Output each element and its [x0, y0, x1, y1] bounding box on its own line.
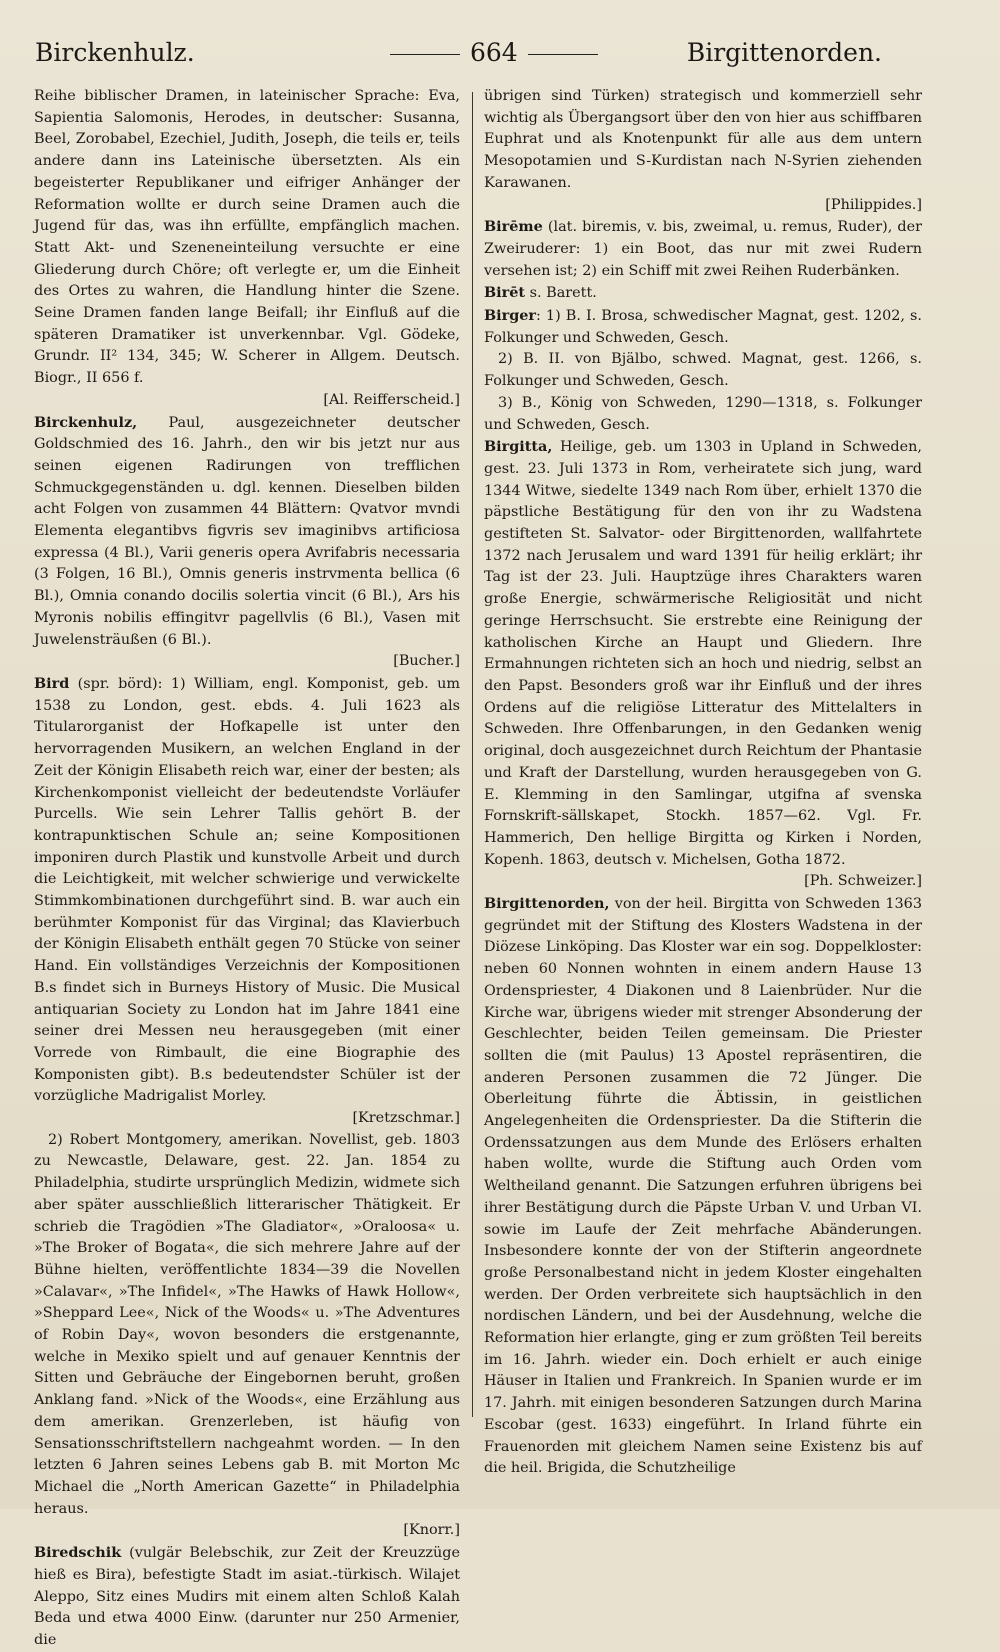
header-left-keyword: Birckenhulz.: [35, 38, 195, 67]
entry-headword: Birgittenorden,: [484, 895, 610, 913]
entry-bird: [34, 673, 460, 1130]
entry-text: s. Barett.: [525, 285, 597, 302]
entry-biredschik: [34, 1542, 460, 1652]
author-signature: [Knorr.]: [403, 1522, 460, 1539]
entry-text: 3) B., König von Schweden, 1290—1318, s. Folkunger und Schweden, Gesch.: [484, 394, 922, 433]
entry-text: Reihe biblischer Dramen, in lateinischer Sprache: Eva, Sapientia Salomonis, Herodes, in deutscher: Susanna, Beel, Zorobabel, Ezechiel, Judith, Joseph, die teils er, teils andere dann ins Lateinische übersetzten. Als ein begeisterter Republikaner und eifriger Anhänger der Reformation wollte er durch seine Dramen auch die Jugend für das, was ihn erfüllte, empfänglich machen. Statt Akt- und Szeneneinteilung versuchte er eine Gliederung durch Chöre; oft verlegte er, um die Einheit des Ortes zu wahren, die Handlung hinter die Szene. Seine Dramen fanden lange Beifall; ihr Einfluß auf die späteren Dramatiker ist unverkennbar. Vgl. Gödeke, Grundr. II² 134, 345; W. Scherer in Allgem. Deutsch. Biogr., II 656 f.: [34, 88, 460, 387]
entry-headword: Birēme: [484, 218, 543, 236]
entry-text: Heilige, geb. um 1303 in Upland in Schweden, gest. 23. Juli 1373 in Rom, verheiratete sich jung, ward 1344 Witwe, siedelte 1349 nach Rom über, erhielt 1370 die päpstliche Bestätigung für den von ihr zu Wadstena gestifteten St. Salvator- oder Birgittenorden, wallfahrtete 1372 nach Jerusalem und ward 1391 für heilig erklärt; ihr Tag ist der 23. Juli. Hauptzüge ihres Charakters waren große Energie, schwärmerische Religiosität und nicht geringe Herrschsucht. Sie erstrebte eine Reinigung der katholischen Kirche an Haupt und Gliedern. Ihre Ermahnungen richteten sich an hoch und niedrig, selbst an den Papst. Besonders groß war ihr Einfluß und der ihres Ordens auf die religiöse Litteratur des Mittelalters in Schweden. Ihre Offenbarungen, in den Gedanken wenig original, doch ausgezeichnet durch Reichtum der Phantasie und Kraft der Darstellung, wurden herausgegeben von G. E. Klemming in den Samlingar, utgifna af svenska Fornskrift-sällskapet, Stockh. 1857—62. Vgl. Fr. Hammerich, Den hellige Birgitta og Kirken i Norden, Kopenh. 1863, deutsch v. Michelsen, Gotha 1872.: [484, 439, 922, 868]
author-signature: [Al. Reifferscheid.]: [323, 391, 460, 408]
header-right-keyword: Birgittenorden.: [686, 38, 882, 67]
entry-text: Paul, ausgezeichneter deutscher Goldschmied des 16. Jahrh., den wir bis jetzt nur aus seinen eigenen Radirungen von trefflichen Schmuckgegenständen u. dgl. kennen. Dieselben bilden acht Folgen von zusammen 44 Blättern: Qvatvor mvndi Elementa elegantibvs figvris sev imaginibvs artificiosa expressa (4 Bl.), Varii generis opera Avrifabris necessaria (3 Folgen, 16 Bl.), Omnis generis instrvmenta bellica (6 Bl.), Omnia conando docilis solertia vincit (6 Bl.), Ars his Myronis nobilis effingitvr pagellvlis (6 Bl.), Vasen mit Juwelensträußen (6 Bl.).: [34, 414, 460, 648]
entry-text: 2) Robert Montgomery, amerikan. Novellist, geb. 1803 zu Newcastle, Delaware, gest. 22. Jan. 1854 zu Philadelphia, studirte ursprünglich Medizin, widmete sich aber später ausschließlich litterarischer Thätigkeit. Er schrieb die Tragödien »The Gladiator«, »Oraloosa« u. »The Broker of Bogata«, die sich mehrere Jahre auf der Bühne hielten, veröffentlichte 1834—39 die Novellen »Calavar«, »The Infidel«, »The Hawks of Hawk Hollow«, »Sheppard Lee«, Nick of the Woods« u. »The Adventures of Robin Day«, wovon besonders die erstgenannte, welche in Mexiko spielt und auf genauer Kenntnis der Sitten und Gebräuche der Eingebornen beruht, großen Anklang fand. »Nick of the Woods«, eine Erzählung aus dem amerikan. Grenzerleben, ist häufig von Sensationsschriftstellern nachgeahmt worden. — In den letzten 6 Jahren seines Lebens gab B. mit Morton Mc Michael die „North American Gazette“ in Philadelphia heraus.: [34, 1131, 460, 1517]
header-rule-right: [528, 54, 598, 55]
author-signature: [Philippides.]: [825, 196, 922, 213]
page-number-text: 664: [470, 38, 518, 67]
entry-text: (lat. biremis, v. bis, zweimal, u. remus, Ruder), der Zweiruderer: 1) ein Boot, das nur mit zwei Rudern versehen ist; 2) ein Schiff mit zwei Reihen Ruderbänken.: [484, 219, 922, 279]
entry-birger-3: [484, 393, 922, 436]
right-column: [484, 86, 922, 1480]
entry-text: (vulgär Belebschik, zur Zeit der Kreuzzüge hieß es Bira), befestigte Stadt im asiat.-türkisch. Wilajet Aleppo, Sitz eines Mudirs mit einem alten Schloß Kalah Beda und etwa 4000 Einw. (darunter nur 250 Armenier, die: [34, 1545, 460, 1648]
running-header: [30, 38, 882, 78]
author-signature: [Kretzschmar.]: [352, 1110, 460, 1127]
entry-birgitta: [484, 436, 922, 893]
page-number: [380, 38, 608, 67]
entry-text: : 1) B. I. Brosa, schwedischer Magnat, gest. 1202, s. Folkunger und Schweden, Gesch.: [484, 308, 922, 346]
entry-biret: [484, 282, 922, 305]
entry-text: (spr. börd): 1) William, engl. Komponist, geb. um 1538 zu London, gest. ebds. 4. Juli 1623 als Titularorganist der Hofkapelle ist unter den hervorragenden Musikern, an welchen England in der Zeit der Königin Elisabeth reich war, einer der besten; als Kirchenkomponist vielleicht der bedeutendste Vorläufer Purcells. Wie sein Lehrer Tallis gehört B. der kontrapunktischen Schule an; seine Kompositionen imponiren durch Plastik und kunstvolle Arbeit und durch die Leichtigkeit, mit welcher schwierige und verwickelte Stimmkombinationen durchgeführt sind. B. war auch ein berühmter Komponist für das Virginal; das Klavierbuch der Königin Elisabeth enthält gegen 70 Stücke von seiner Hand. Ein vollständiges Verzeichnis der Kompositionen B.s findet sich in Burneys History of Music. Die Musical antiquarian Society zu London hat im Jahre 1841 eine seiner drei Messen neu herausgegeben (mit einer Vorrede von Rimbault, die eine Biographie des Komponisten gibt). B.s bedeutendster Schüler ist der vorzügliche Madrigalist Morley.: [34, 675, 460, 1105]
entry-text: 2) B. II. von Bjälbo, schwed. Magnat, gest. 1266, s. Folkunger und Schweden, Gesch.: [484, 351, 922, 390]
entry-text: von der heil. Birgitta von Schweden 1363 gegründet mit der Stiftung des Klosters Wadstena in der Diözese Linköping. Das Kloster war ein sog. Doppelkloster: neben 60 Nonnen wohnten in einem andern Hause 13 Ordenspriester, 4 Diakonen und 8 Laienbrüder. Nur die Kirche war, übrigens wieder mit strenger Absonderung der Geschlechter, beiden Teilen gemeinsam. Die Priester sollten die (mit Paulus) 13 Apostel repräsentiren, die anderen Personen zusammen die 72 Jünger. Die Oberleitung führte die Äbtissin, in geistlichen Angelegenheiten die Ordenspriester. Da die Stifterin die Ordenssatzungen aus dem Munde des Erlösers erhalten haben wollte, wurde die Stiftung auch Orden vom Weltheiland genannt. Die Satzungen erfuhren übrigens bei ihrer Bestätigung durch die Päpste Urban V. und Urban VI. sowie im Laufe der Zeit mehrfache Abänderungen. Insbesondere konnte der von der Stifterin angeordnete große Personalbestand nicht in jedem Kloster eingehalten werden. Der Orden verbreitete sich hauptsächlich in den nordischen Ländern, und bei der Ausdehnung, welche die Reformation hier erlangte, ging er zum größten Teil bereits im 16. Jahrh. wieder ein. Doch erhielt er auch einige Häuser in Italien und Frankreich. In Spanien wurde er im 17. Jahrh. mit einigen besonderen Satzungen durch Marina Escobar (gest. 1633) eingeführt. In Irland führte ein Frauenorden mit gleichem Namen seine Existenz bis auf die heil. Brigida, die Schutzheilige: [484, 896, 922, 1477]
entry-headword: Birckenhulz,: [34, 413, 138, 431]
entry-headword: Biredschik: [34, 1544, 122, 1562]
entry-continuation: [484, 86, 922, 216]
entry-bireme: [484, 216, 922, 282]
entry-continuation: [34, 86, 460, 412]
entry-birger-2: [484, 349, 922, 392]
entry-headword: Birger: [484, 307, 537, 325]
header-rule-left: [390, 54, 460, 55]
column-divider: [472, 92, 473, 1417]
entry-birger: [484, 305, 922, 349]
entry-headword: Bird: [34, 674, 70, 692]
entry-text: übrigen sind Türken) strategisch und kommerziell sehr wichtig als Übergangsort über den von hier aus schiffbaren Euphrat und als Knotenpunkt für alle aus dem untern Mesopotamien und S-Kurdistan nach N-Syrien ziehenden Karawanen.: [484, 88, 922, 191]
author-signature: [Ph. Schweizer.]: [804, 873, 922, 890]
entry-headword: Birēt: [484, 284, 526, 302]
entry-birgittenorden: [484, 893, 922, 1480]
left-column: [34, 86, 460, 1652]
entry-headword: Birgitta,: [484, 438, 553, 456]
entry-bird-2: [34, 1130, 460, 1542]
author-signature: [Bucher.]: [393, 653, 460, 670]
entry-birckenhulz: [34, 412, 460, 673]
